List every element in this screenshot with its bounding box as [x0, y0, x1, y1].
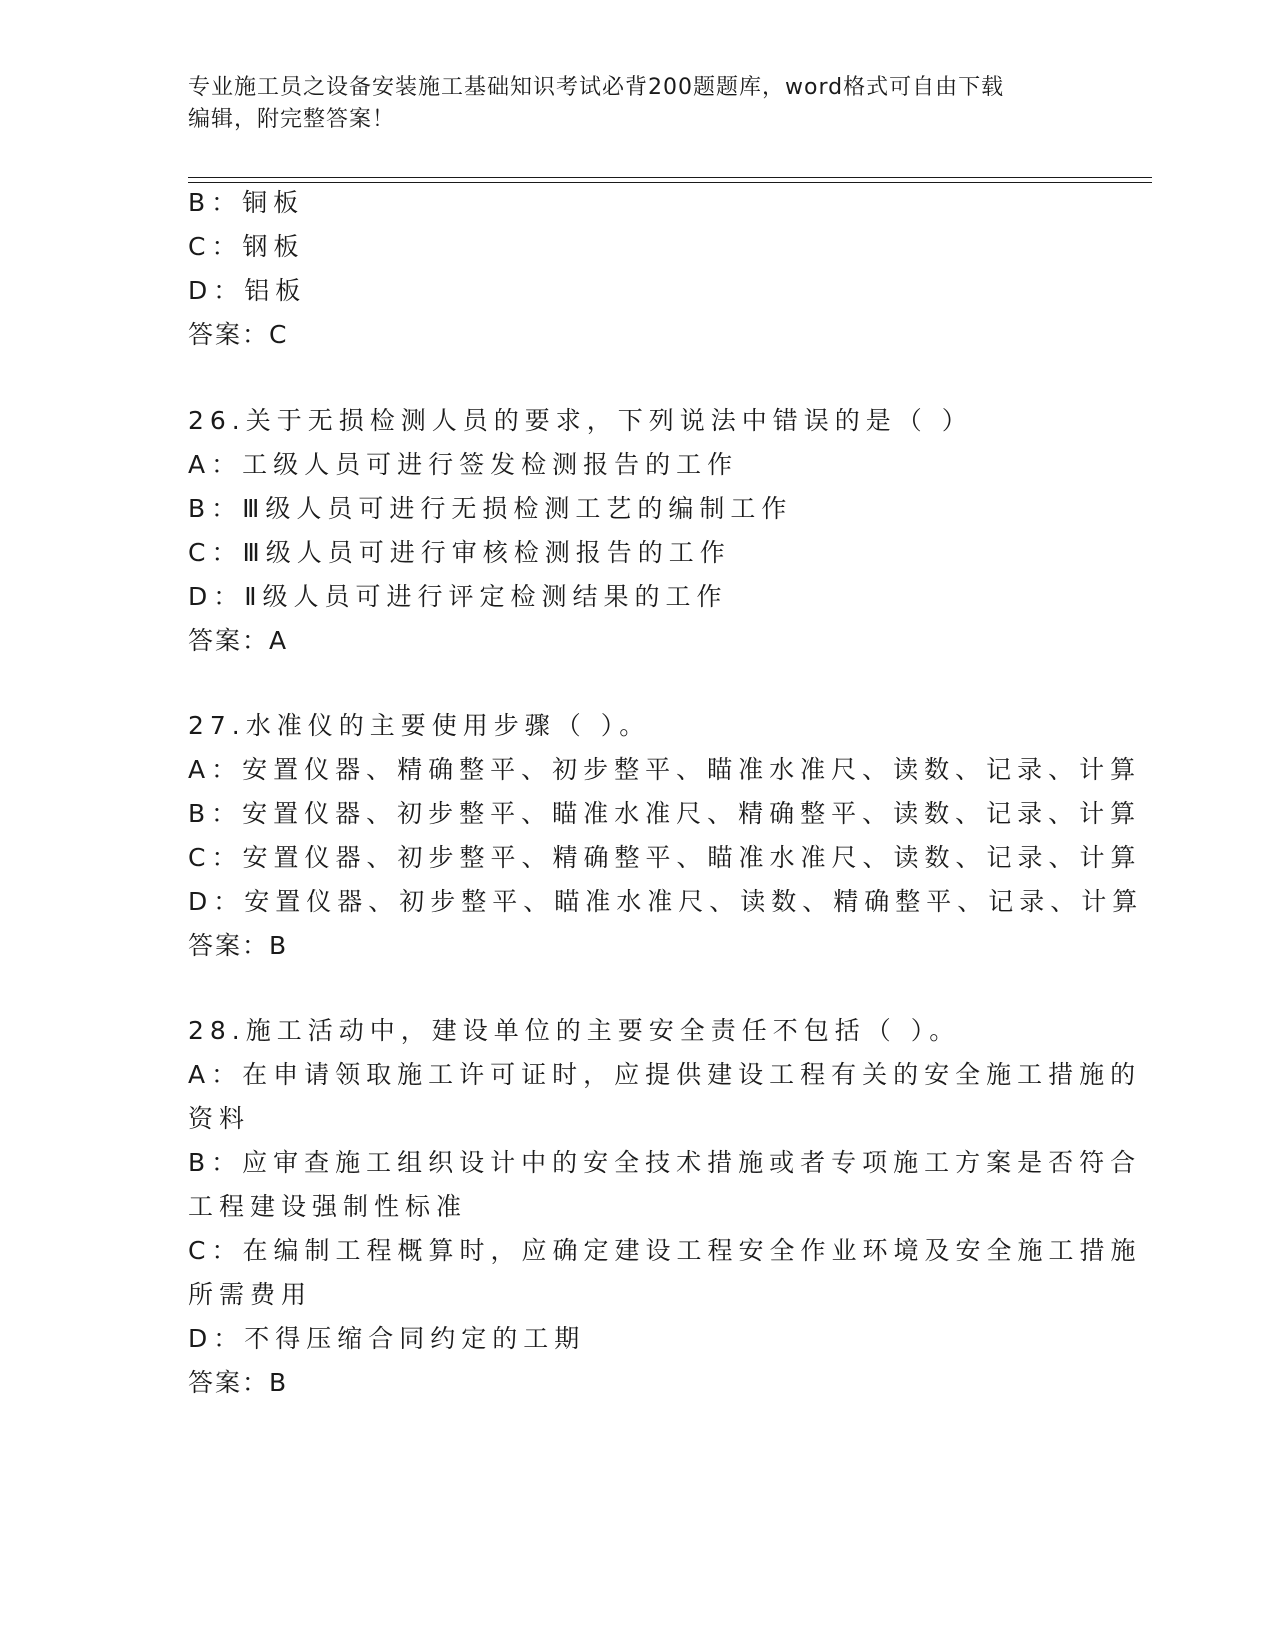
q28-stem: 28.施工活动中，建设单位的主要安全责任不包括（ ）。	[188, 1016, 961, 1045]
q25-option-d: D：铝板	[188, 276, 307, 305]
q26-option-a: A：工级人员可进行签发检测报告的工作	[188, 450, 739, 479]
q26-option-c: C：Ⅲ级人员可进行审核检测报告的工作	[188, 538, 731, 567]
q28-option-a-continued: 资料	[188, 1104, 251, 1133]
q27-option-c: C：安置仪器、初步整平、精确整平、瞄准水准尺、读数、记录、计算	[188, 843, 1142, 872]
q26-answer: 答案：A	[188, 626, 289, 655]
q27-option-a: A：安置仪器、精确整平、初步整平、瞄准水准尺、读数、记录、计算	[188, 755, 1142, 784]
q25-option-c: C：钢板	[188, 232, 305, 261]
q28-option-c: C：在编制工程概算时，应确定建设工程安全作业环境及安全施工措施	[188, 1236, 1142, 1265]
header-title-line-2: 编辑，附完整答案！	[188, 107, 396, 132]
q26-option-d: D：Ⅱ级人员可进行评定检测结果的工作	[188, 582, 728, 611]
q27-stem: 27.水准仪的主要使用步骤（ ）。	[188, 711, 651, 740]
q28-option-c-continued: 所需费用	[188, 1280, 313, 1309]
q28-answer: 答案：B	[188, 1368, 289, 1397]
header-title-line-1: 专业施工员之设备安装施工基础知识考试必背200题题库，word格式可自由下载	[188, 75, 1005, 100]
document-header	[188, 72, 1068, 136]
q26-stem: 26.关于无损检测人员的要求，下列说法中错误的是（ ）	[188, 406, 973, 435]
q25-answer: 答案：C	[188, 320, 289, 349]
q27-answer: 答案：B	[188, 931, 289, 960]
q26-option-b: B：Ⅲ级人员可进行无损检测工艺的编制工作	[188, 494, 793, 523]
q28-option-d: D：不得压缩合同约定的工期	[188, 1324, 586, 1353]
header-divider-bottom	[188, 182, 1152, 183]
q28-option-b: B：应审查施工组织设计中的安全技术措施或者专项施工方案是否符合	[188, 1148, 1142, 1177]
q25-option-b: B：铜板	[188, 188, 305, 217]
q28-option-b-continued: 工程建设强制性标准	[188, 1192, 468, 1221]
q28-option-a: A：在申请领取施工许可证时，应提供建设工程有关的安全施工措施的	[188, 1060, 1142, 1089]
q27-option-d: D：安置仪器、初步整平、瞄准水准尺、读数、精确整平、记录、计算	[188, 887, 1144, 916]
q27-option-b: B：安置仪器、初步整平、瞄准水准尺、精确整平、读数、记录、计算	[188, 799, 1142, 828]
header-divider-top	[188, 177, 1152, 178]
